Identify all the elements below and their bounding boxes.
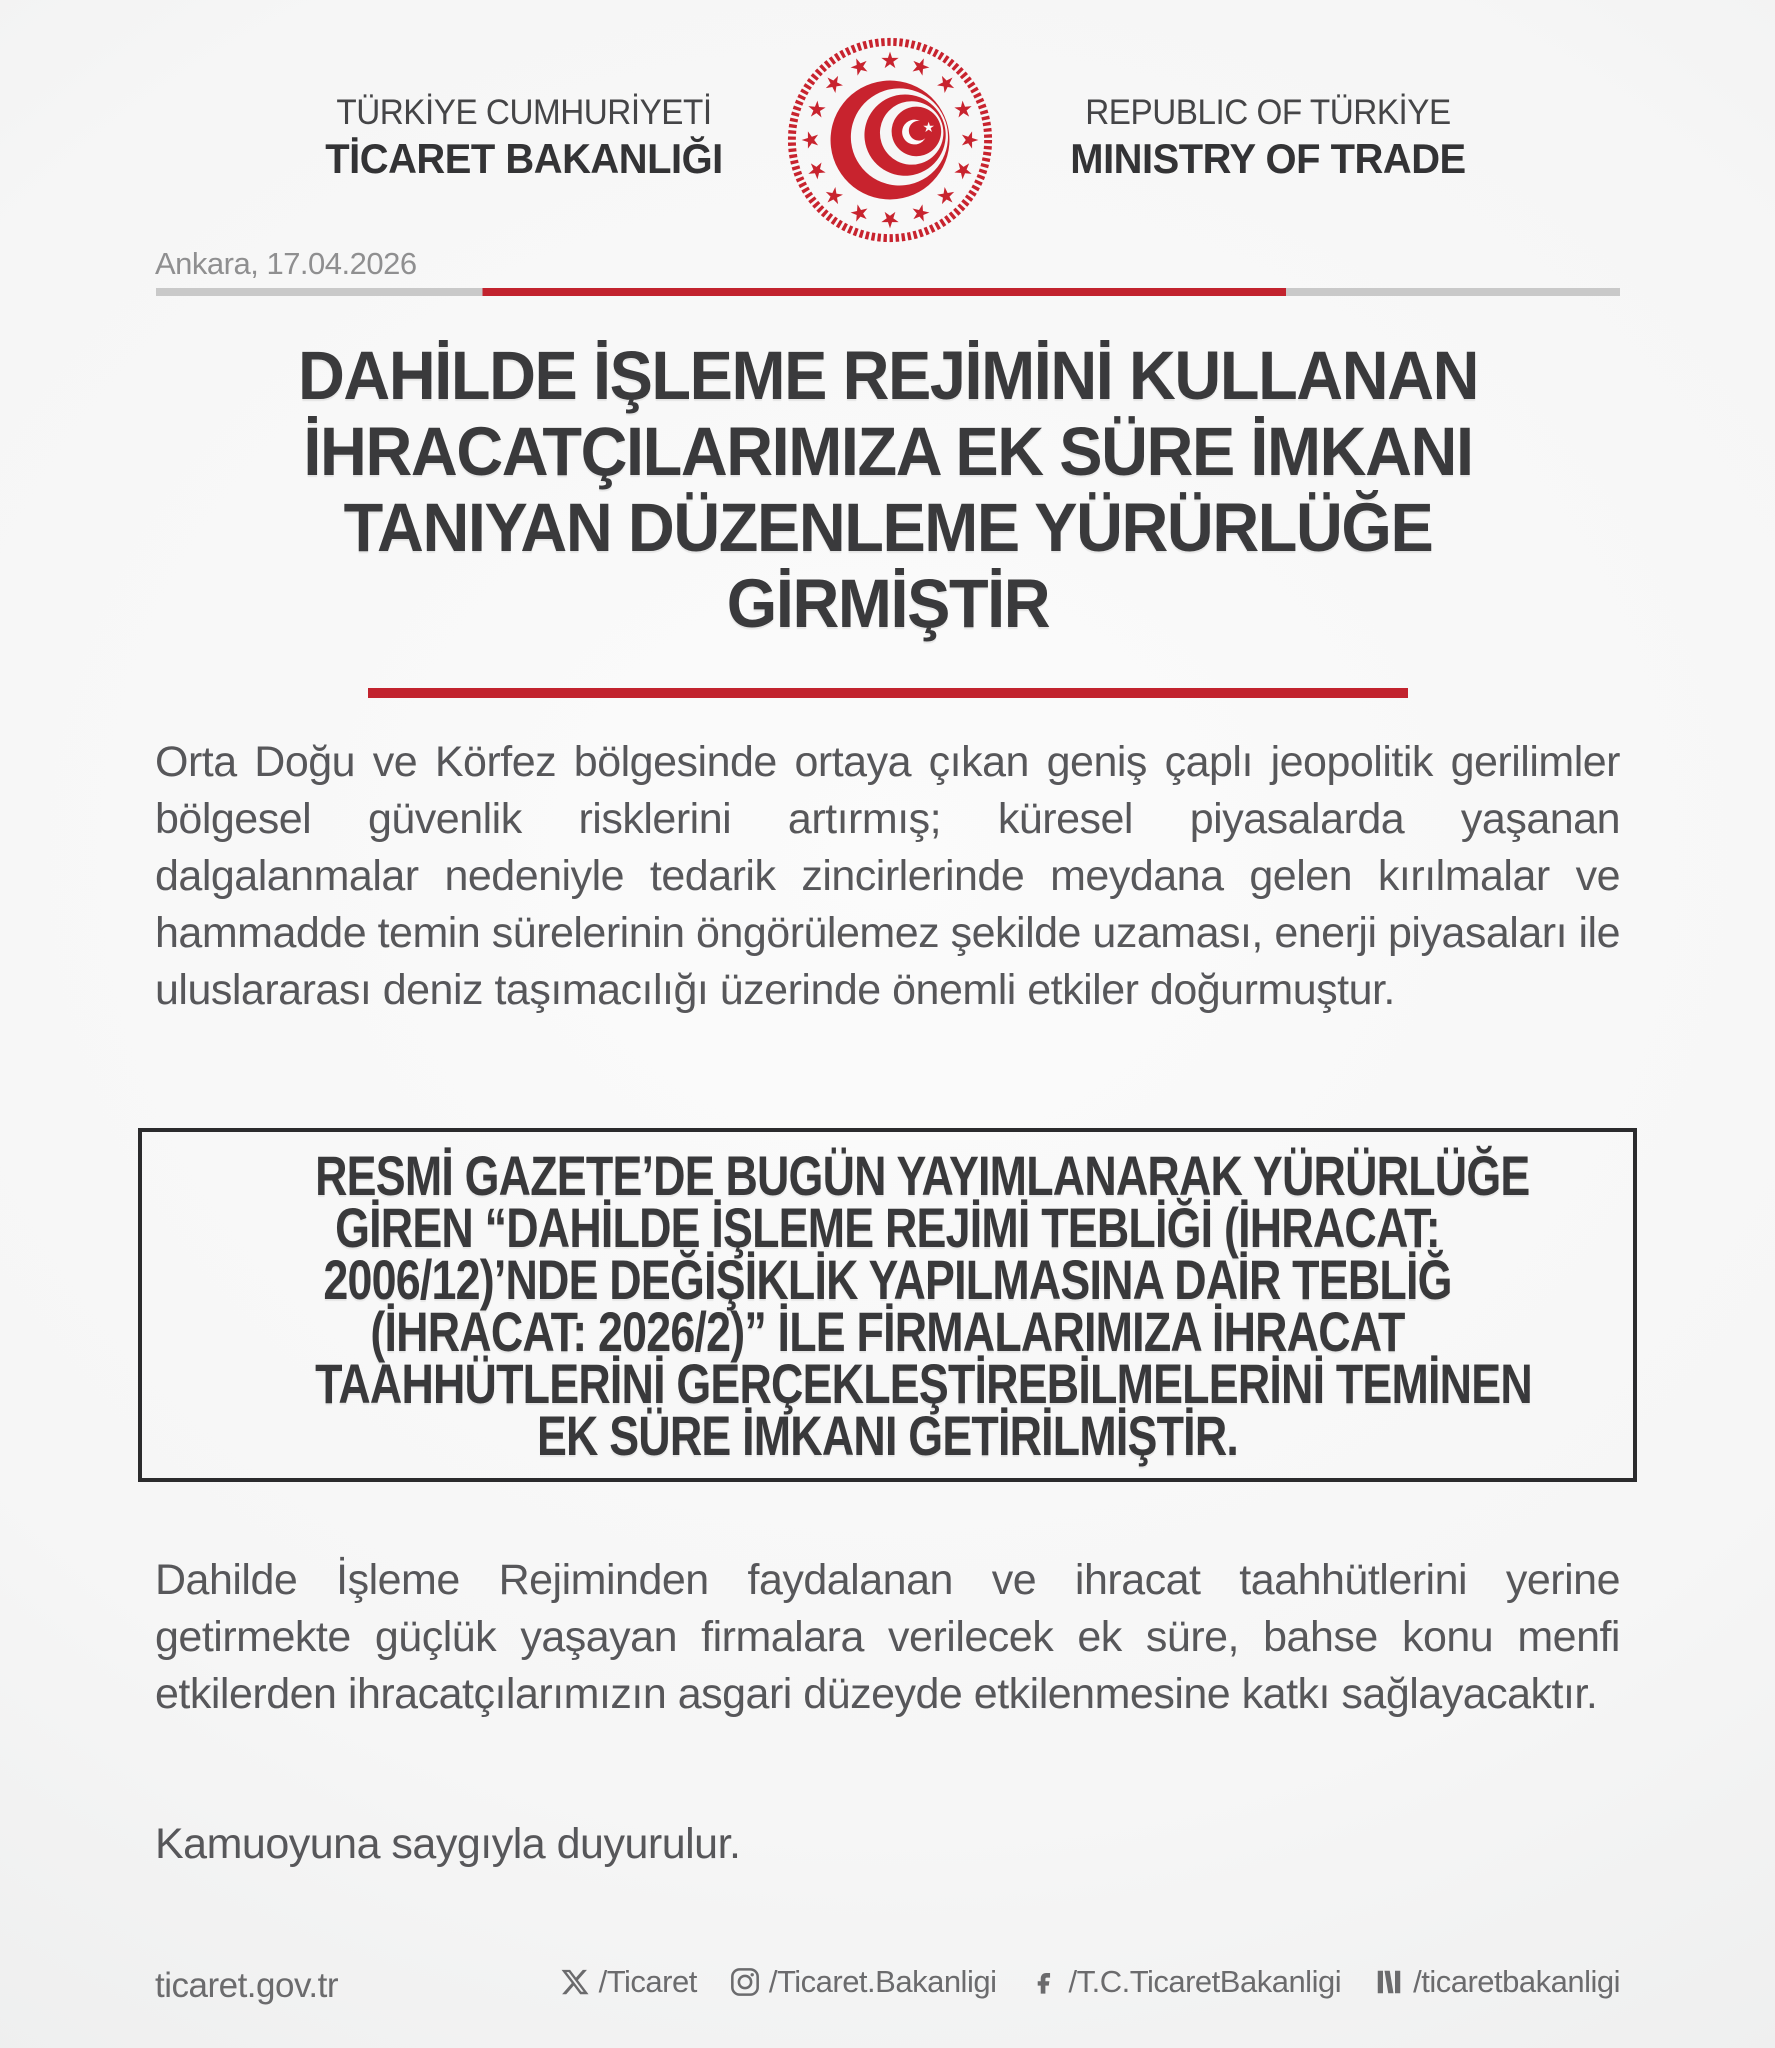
social-handle: /T.C.TicaretBakanligi	[1068, 1964, 1342, 1999]
highlight-box-line: TAAHHÜTLERİNİ GERÇEKLEŞTİREBİLMELERİNİ TEMİNEN	[315, 1352, 1532, 1415]
title-line: TANIYAN DÜZENLEME YÜRÜRLÜĞE	[343, 489, 1432, 566]
social-links	[557, 1964, 1620, 2000]
highlight-box-line: RESMİ GAZETE’DE BUGÜN YAYIMLANARAK YÜRÜRLÜĞE	[315, 1144, 1530, 1207]
ministry-title-en: MINISTRY OF TRADE	[1070, 135, 1466, 182]
republic-name-tr: TÜRKİYE CUMHURİYETİ	[336, 93, 712, 132]
title-line: DAHİLDE İŞLEME REJİMİNİ KULLANAN	[297, 337, 1478, 414]
instagram-icon	[727, 1964, 763, 2000]
nsosyal-icon	[1371, 1964, 1407, 2000]
ministry-name-turkish	[315, 93, 733, 183]
highlight-box-line: EK SÜRE İMKANI GETİRİLMİŞTİR.	[536, 1404, 1239, 1467]
body-paragraph-2: Dahilde İşleme Rejiminden faydalanan ve ihracat taahhütlerini yerine getirmekte güçlük yaşayan firmalara verilecek ek süre, bahse konu menfi etkilerden ihracatçılarımızın asgari düzeyde etkilenmesine katkı sağlayacaktır.	[155, 1556, 1620, 1718]
highlight-box-line: GİREN “DAHİLDE İŞLEME REJİMİ TEBLİĞİ (İHRACAT:	[335, 1196, 1440, 1259]
ministry-of-trade-logo-icon	[781, 31, 999, 249]
title-underline	[368, 688, 1408, 698]
page-title	[38, 338, 1738, 642]
highlight-box-line: (İHRACAT: 2026/2)” İLE FİRMALARIMIZA İHRACAT	[370, 1300, 1405, 1363]
x-icon	[557, 1964, 593, 2000]
ministry-name-english	[1060, 93, 1476, 183]
body-paragraph-1: Orta Doğu ve Körfez bölgesinde ortaya çıkan geniş çaplı jeopolitik gerilimler bölgesel güvenlik risklerini artırmış; küresel piyasalarda yaşanan dalgalanmalar nedeniyle tedarik zincirlerinde meydana gelen kırılmalar ve hammadde temin sürelerinin öngörülemez şekilde uzaması, enerji piyasaları ile uluslararası deniz taşımacılığı üzerinde önemli etkiler doğurmuştur.	[155, 738, 1620, 1014]
website-link[interactable]: ticaret.gov.tr	[155, 1966, 338, 2005]
social-handle: /ticaretbakanligi	[1413, 1964, 1620, 1999]
ministry-title-tr: TİCARET BAKANLIĞI	[325, 135, 723, 182]
social-link-x[interactable]	[557, 1964, 697, 2000]
highlight-box	[138, 1128, 1637, 1482]
social-handle: /Ticaret	[598, 1964, 697, 1999]
social-link-instagram[interactable]	[727, 1964, 997, 2000]
social-handle: /Ticaret.Bakanligi	[768, 1964, 997, 1999]
dateline: Ankara, 17.04.2026	[155, 246, 417, 281]
closing-line: Kamuoyuna saygıyla duyurulur.	[155, 1820, 741, 1868]
header-divider-bar	[156, 288, 1620, 296]
social-link-facebook[interactable]	[1026, 1964, 1341, 2000]
title-line: GİRMİŞTİR	[726, 565, 1049, 642]
social-link-nsosyal[interactable]	[1371, 1964, 1620, 2000]
highlight-box-line: 2006/12)’NDE DEĞİŞİKLİK YAPILMASINA DAİR TEBLİĞ	[323, 1248, 1452, 1311]
title-line: İHRACATÇILARIMIZA EK SÜRE İMKANI	[302, 413, 1473, 490]
republic-name-en: REPUBLIC OF TÜRKİYE	[1085, 93, 1451, 132]
facebook-icon	[1026, 1964, 1062, 2000]
